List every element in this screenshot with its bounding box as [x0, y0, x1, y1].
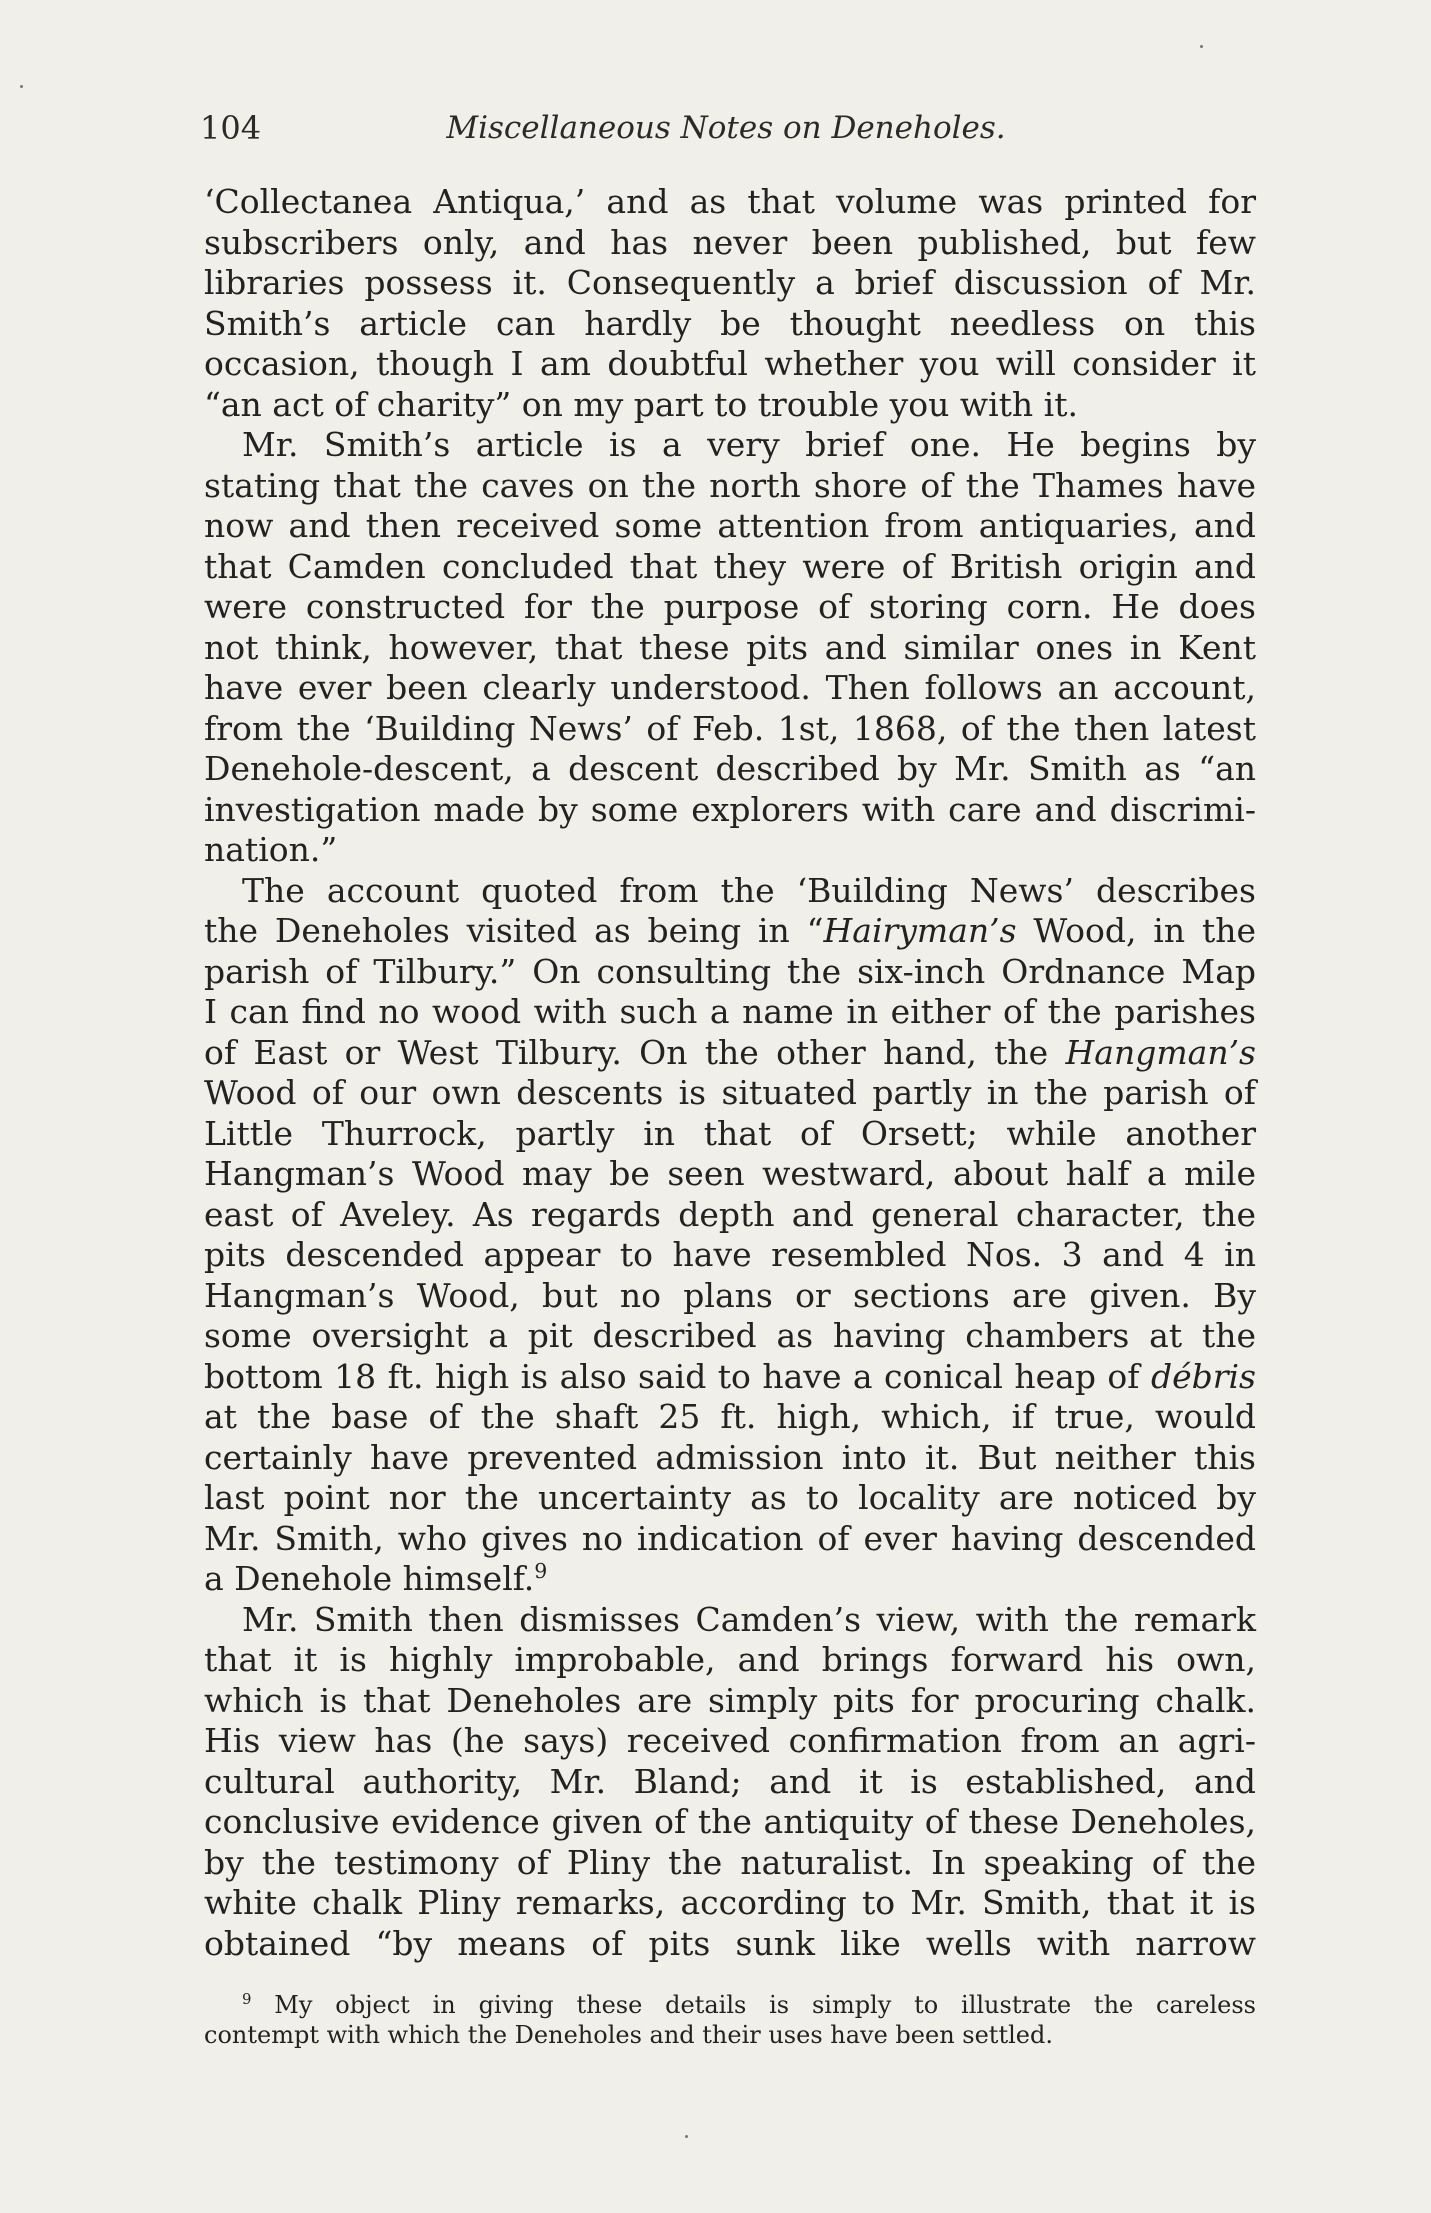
text-line: last point nor the uncertainty as to locality are noticed by [204, 1478, 1256, 1517]
text-line-content: a Denehole himself. [204, 1559, 535, 1598]
scan-speck [1200, 45, 1203, 48]
text-line: parish of Tilbury.” On consulting the six-inch Ordnance Map [204, 951, 1256, 991]
text-line: Denehole-descent, a descent described by Mr. Smith as “an [204, 749, 1256, 788]
footnote-line: contempt with which the Deneholes and their uses have been settled. [204, 2021, 1053, 2049]
text-line: pits descended appear to have resembled Nos. 3 and 4 in [204, 1235, 1256, 1274]
paragraph-3 [204, 871, 1256, 1600]
text-line: Hangman’s Wood may be seen westward, about half a mile [204, 1154, 1256, 1193]
text-line: subscribers only, and has never been published, but few [204, 222, 1256, 262]
text-line: at the base of the shaft 25 ft. high, which, if true, would [204, 1397, 1256, 1436]
text-line: “an act of charity” on my part to trouble you with it. [204, 384, 1078, 424]
text-line: Smith’s article can hardly be thought needless on this [204, 303, 1256, 343]
text-line: Little Thurrock, partly in that of Orsett; while another [204, 1113, 1256, 1153]
text-line: now and then received some attention from antiquaries, and [204, 506, 1256, 545]
text-line: that it is highly improbable, and brings forward his own, [204, 1640, 1256, 1679]
footnote-reference: 9 [534, 1559, 548, 1583]
footnote-line [204, 1990, 1256, 2020]
text-line: Mr. Smith then dismisses Camden’s view, with the remark [242, 1599, 1256, 1639]
paragraph-1 [204, 182, 1256, 425]
text-line: that Camden concluded that they were of British origin and [204, 546, 1256, 586]
text-line: Mr. Smith’s article is a very brief one. He begins by [242, 425, 1256, 464]
text-line: east of Aveley. As regards depth and general character, the [204, 1194, 1256, 1234]
text-line: certainly have prevented admission into it. But neither this [204, 1437, 1256, 1477]
italic-word: Hangman’s [1065, 1032, 1256, 1072]
text-line [204, 1559, 1256, 1600]
page-number: 104 [200, 109, 262, 147]
text-line: ‘Collectanea Antiqua,’ and as that volume was printed for [204, 182, 1256, 221]
italic-word: Hairyman’s [823, 911, 1017, 950]
body-text [204, 182, 1256, 1964]
running-head [200, 108, 1252, 158]
footnote-marker: 9 [242, 1990, 252, 2008]
text-line: of East or West Tilbury. On the other hand, the Hangman’s [204, 1032, 1256, 1072]
text-line: Hangman’s Wood, but no plans or sections are given. By [204, 1275, 1256, 1315]
text-line: have ever been clearly understood. Then follows an account, [204, 668, 1256, 707]
text-line: nation.” [204, 830, 338, 869]
text-line: which is that Deneholes are simply pits for procuring chalk. [204, 1680, 1256, 1720]
paragraph-4 [204, 1600, 1256, 1965]
text-line: Wood of our own descents is situated partly in the parish of [204, 1073, 1256, 1112]
running-title: Miscellaneous Notes on Deneholes. [446, 110, 1006, 146]
text-line: His view has (he says) received confirmation from an agri- [204, 1721, 1256, 1760]
text-line: Mr. Smith, who gives no indication of ever having descended [204, 1518, 1256, 1558]
text-line: not think, however, that these pits and similar ones in Kent [204, 627, 1256, 667]
text-line: from the ‘Building News’ of Feb. 1st, 1868, of the then latest [204, 708, 1256, 748]
text-line: some oversight a pit described as having chambers at the [204, 1316, 1256, 1355]
text-line: were constructed for the purpose of storing corn. He does [204, 587, 1256, 626]
italic-word: débris [1150, 1356, 1256, 1396]
text-line: white chalk Pliny remarks, according to Mr. Smith, that it is [204, 1883, 1256, 1922]
text-line: bottom 18 ft. high is also said to have a conical heap of débris [204, 1356, 1256, 1396]
text-line: obtained “by means of pits sunk like wells with narrow [204, 1923, 1256, 1963]
text-line: conclusive evidence given of the antiquity of these Deneholes, [204, 1802, 1256, 1841]
footnote-text: My object in giving these details is simply to illustrate the careless [274, 1991, 1256, 2019]
text-line: investigation made by some explorers with care and discrimi- [204, 789, 1256, 829]
text-line: by the testimony of Pliny the naturalist. In speaking of the [204, 1842, 1256, 1882]
text-line: I can find no wood with such a name in either of the parishes [204, 992, 1256, 1031]
paragraph-2 [204, 425, 1256, 871]
text-line: cultural authority, Mr. Bland; and it is established, and [204, 1761, 1256, 1801]
scan-speck [20, 85, 23, 88]
footnote [204, 1990, 1256, 2050]
text-line: stating that the caves on the north shore of the Thames have [204, 465, 1256, 505]
text-line: libraries possess it. Consequently a brief discussion of Mr. [204, 263, 1256, 302]
text-line: The account quoted from the ‘Building News’ describes [242, 870, 1256, 910]
text-line: the Deneholes visited as being in “Hairyman’s Wood, in the [204, 911, 1256, 950]
scan-speck [685, 2135, 688, 2138]
text-line: occasion, though I am doubtful whether you will consider it [204, 344, 1256, 383]
